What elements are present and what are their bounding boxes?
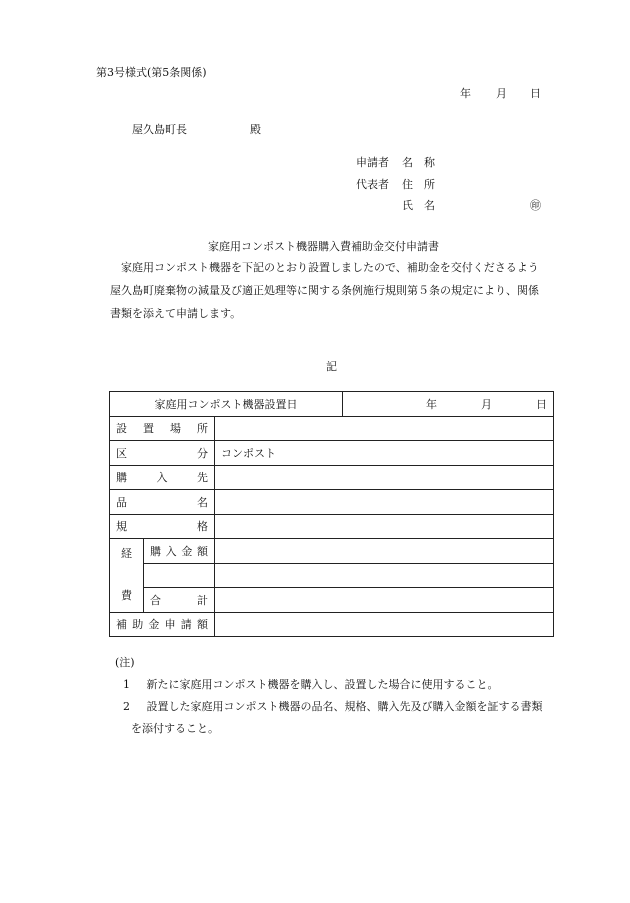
location-label: 設 置 場 所 [110,416,215,441]
representative-name-label: 氏 名 [402,199,435,212]
date-month-label: 月 [496,87,507,100]
date-day-label: 日 [530,87,541,100]
document-title: 家庭用コンポスト機器購入費補助金交付申請書 [208,240,439,253]
location-field[interactable] [215,416,554,441]
install-date-month: 月 [481,397,492,411]
category-label: 区 分 [110,441,215,466]
applicant-role: 申請者 [356,156,389,169]
spec-label: 規 格 [110,514,215,539]
table-row [110,441,554,466]
addressee-honorific: 殿 [250,123,261,136]
application-body [110,256,575,325]
expense-char-1: 経 [121,547,132,561]
ki-heading: 記 [326,360,337,373]
representative-role: 代表者 [356,178,389,191]
vendor-label: 購 入 先 [110,465,215,490]
notes-heading: (注) [115,656,135,669]
table-row [110,588,554,613]
expense-label [110,539,144,613]
category-value[interactable]: コンポスト [215,441,554,466]
expense-extra-label [144,563,215,588]
application-table [109,391,554,637]
product-field[interactable] [215,490,554,515]
table-row [110,514,554,539]
install-date-day: 日 [536,397,547,411]
notes-section [115,652,543,740]
expense-char-2: 費 [121,589,132,603]
product-label: 品 名 [110,490,215,515]
table-row [110,612,554,637]
table-row [110,563,554,588]
subsidy-amount-label: 補 助 金 申 請 額 [110,612,215,637]
install-date-year: 年 [426,397,437,411]
install-date-field[interactable] [343,392,554,417]
body-line: 書類を添えて申請します。 [110,307,242,320]
addressee-name: 屋久島町長 [132,123,187,136]
install-date-label: 家庭用コンポスト機器設置日 [110,392,343,417]
subsidy-amount-field[interactable] [215,612,554,637]
purchase-amount-label: 購 入 金 額 [144,539,215,564]
note-item-continuation: を添付すること。 [131,722,219,735]
purchase-amount-field[interactable] [215,539,554,564]
total-label: 合 計 [144,588,215,613]
applicant-address-label: 住 所 [402,178,435,191]
applicant-name-label: 名 称 [402,156,435,169]
table-row [110,416,554,441]
vendor-field[interactable] [215,465,554,490]
note-item: 2 設置した家庭用コンポスト機器の品名、規格、購入先及び購入金額を証する書類 [123,700,543,713]
spec-field[interactable] [215,514,554,539]
date-year-label: 年 [460,87,471,100]
total-field[interactable] [215,588,554,613]
body-line: 屋久島町廃棄物の減量及び適正処理等に関する条例施行規則第５条の規定により、関係 [110,284,539,297]
form-id: 第3号様式(第5条関係) [96,66,207,79]
table-row [110,490,554,515]
expense-extra-field[interactable] [215,563,554,588]
note-item: 1 新たに家庭用コンポスト機器を購入し、設置した場合に使用すること。 [123,678,499,691]
seal-mark: ㊞ [530,199,541,212]
body-line: 家庭用コンポスト機器を下記のとおり設置しましたので、補助金を交付くださるよう [121,261,539,274]
table-row [110,465,554,490]
table-row [110,539,554,564]
table-row [110,392,554,417]
